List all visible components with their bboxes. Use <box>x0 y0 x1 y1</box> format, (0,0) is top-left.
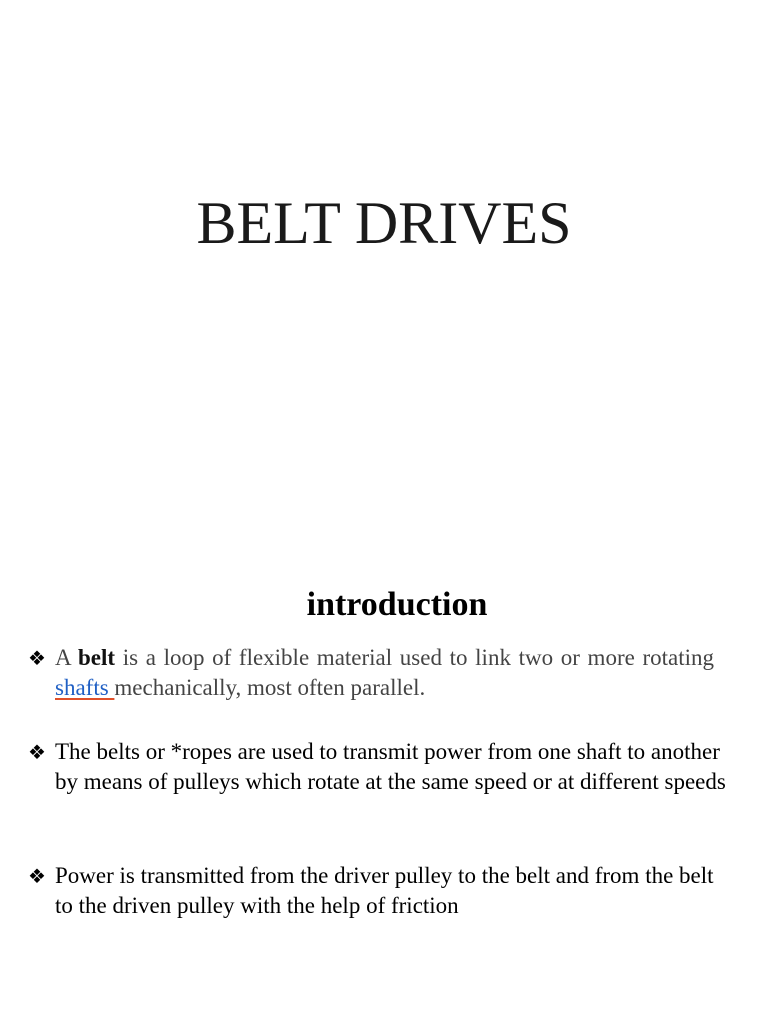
bullet-text: Power is transmitted from the driver pulley to the belt and from the belt to the driven pulley with the help of friction <box>55 863 714 918</box>
bullet-item-power-transmission <box>28 861 728 921</box>
section-heading-introduction: introduction <box>306 586 488 623</box>
diamond-bullet-icon: ❖ <box>28 864 46 888</box>
slide-title: BELT DRIVES <box>196 190 572 256</box>
bullet-text-post: mechanically, most often parallel. <box>114 675 426 700</box>
diamond-bullet-icon: ❖ <box>28 740 46 764</box>
bullet-item-belts-ropes <box>28 737 728 797</box>
bullet-text: The belts or *ropes are used to transmit power from one shaft to another by means of pulleys which rotate at the same speed or at different speeds <box>55 739 726 794</box>
diamond-bullet-icon: ❖ <box>28 646 46 670</box>
bullet-item-belt-definition <box>28 643 714 703</box>
bullet-text <box>55 643 714 703</box>
bullet-text-pre: A <box>55 645 78 670</box>
bullet-text-mid: is a loop of flexible material used to link two or more rotating <box>115 645 714 670</box>
shafts-link[interactable]: shafts <box>55 675 115 700</box>
bullet-text-bold-term: belt <box>78 645 116 670</box>
